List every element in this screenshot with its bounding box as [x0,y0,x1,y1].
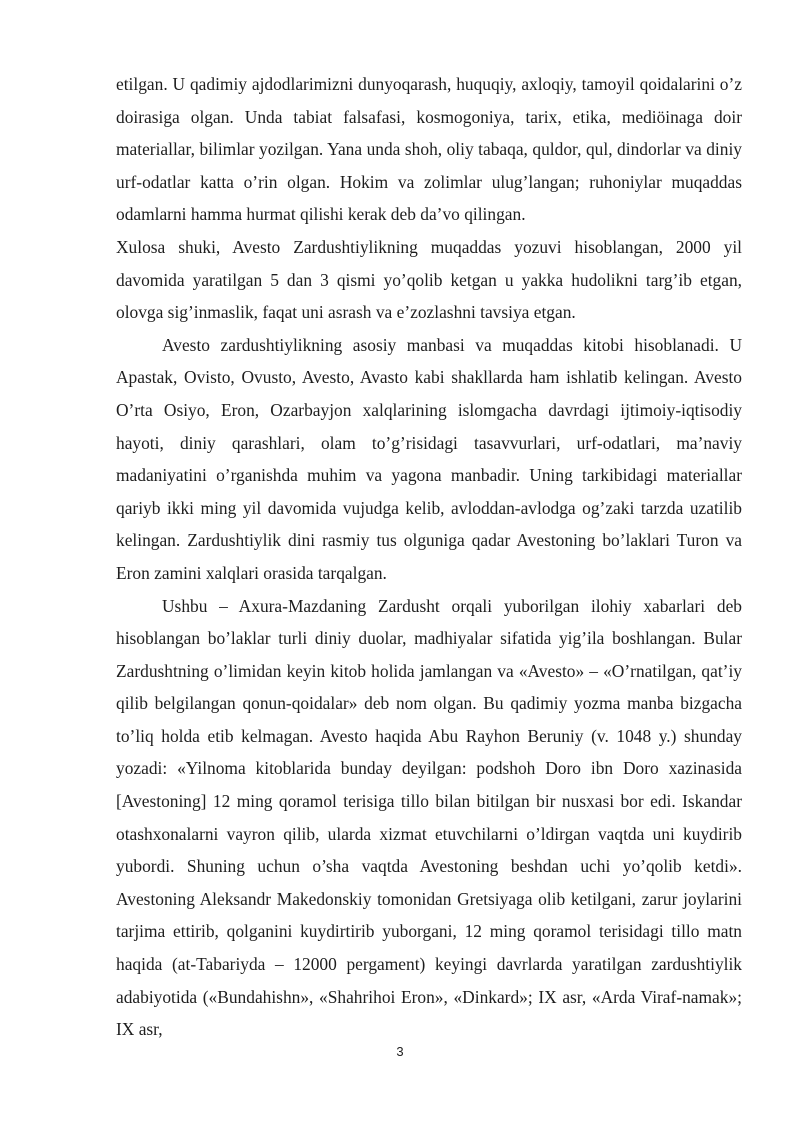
paragraph-2: Xulosa shuki, Avesto Zardushtiylikning muqaddas yozuvi hisoblangan, 2000 yil davomida yaratilgan 5 dan 3 qismi yo’qolib ketgan u yakka hudolikni targ’ib etgan, olovga sig’inmaslik, faqat uni asrash va e’zozlashni tavsiya etgan. [116,236,742,323]
page-number: 3 [396,1044,404,1059]
paragraph-1: etilgan. U qadimiy ajdodlarimizni dunyoqarash, huquqiy, axloqiy, tamoyil qoidalarini o’z doirasiga olgan. Unda tabiat falsafasi, kosmogoniya, tarix, etika, mediöinaga doir materiallar, bilimlar yozilgan. Yana unda shoh, oliy tabaqa, quldor, qul, dindorlar va diniy urf-odatlar katta o’rin olgan. Hokim va zolimlar ulug’langan; ruhoniylar muqaddas odamlarni hamma hurmat qilishi kerak deb da’vo qilingan. [116,74,742,225]
paragraph-3: Avesto zardushtiylikning asosiy manbasi va muqaddas kitobi hisoblanadi. U Apastak, Ovisto, Ovusto, Avesto, Avasto kabi shakllarda ham ishlatib kelingan. Avesto O’rta Osiyo, Eron, Ozarbayjon xalqlarining islomgacha davrdagi ijtimoiy-iqtisodiy hayoti, diniy qarashlari, olam to’g’risidagi tasavvurlari, urf-odatlari, ma’naviy madaniyatini o’rganishda muhim va yagona manbadir. Uning tarkibidagi materiallar qariyb ikki ming yil davomida vujudga kelib, avloddan-avlodga og’zaki tarzda uzatilib kelingan. Zardushtiylik dini rasmiy tus olguniga qadar Avestoning bo’laklari Turon va Eron zamini xalqlari orasida tarqalgan. [116,334,742,583]
body-text [116,68,742,1046]
paragraph-4: Ushbu – Axura-Mazdaning Zardusht orqali yuborilgan ilohiy xabarlari deb hisoblangan bo’laklar turli diniy duolar, madhiyalar sifatida yig’ila boshlangan. Bular Zardushtning o’limidan keyin kitob holida jamlangan va «Avesto» – «O’rnatilgan, qat’iy qilib belgilangan qonun-qoidalar» deb nom olgan. Bu qadimiy yozma manba bizgacha to’liq holda etib kelmagan. Avesto haqida Abu Rayhon Beruniy (v. 1048 y.) shunday yozadi: «Yilnoma kitoblarida bunday deyilgan: podshoh Doro ibn Doro xazinasida [Avestoning] 12 ming qoramol terisiga tillo bilan bitilgan bir nusxasi bor edi. Iskandar otashxonalarni vayron qilib, ularda xizmat etuvchilarni o’ldirgan vaqtda uni kuydirib yubordi. Shuning uchun o’sha vaqtda Avestoning beshdan uchi yo’qolib ketdi». Avestoning Aleksandr Makedonskiy tomonidan Gretsiyaga olib ketilgani, zarur joylarini tarjima ettirib, qolganini kuydirtirib yuborgani, 12 ming qoramol terisidagi tillo matn haqida (at-Tabariyda – 12000 pergament) keyingi davrlarda yaratilgan zardushtiylik adabiyotida («Bundahishn», «Shahrihoi Eron», «Dinkard»; IX asr, «Arda Viraf-namak»; IX asr, [116,595,742,1040]
